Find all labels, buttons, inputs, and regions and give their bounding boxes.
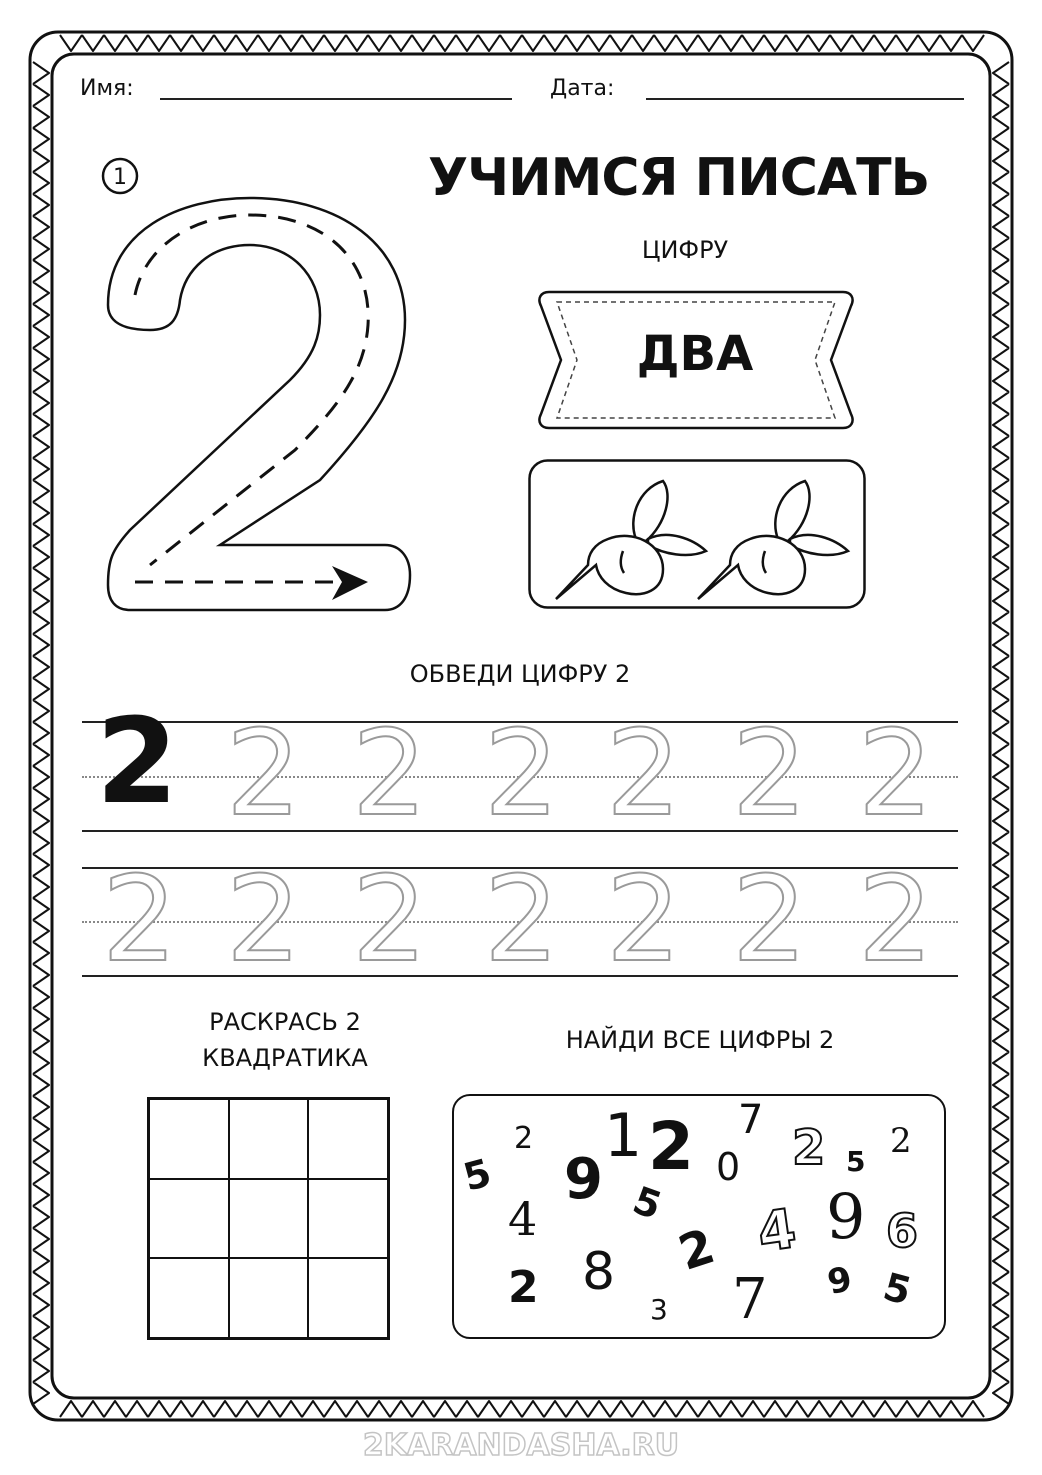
trace-digit[interactable]: 2: [226, 704, 302, 842]
scattered-digit[interactable]: 9: [826, 1180, 866, 1253]
scattered-digit[interactable]: 1: [604, 1101, 643, 1171]
trace-digit[interactable]: 2: [858, 704, 934, 842]
scattered-digit[interactable]: 5: [878, 1264, 916, 1314]
trace-digit[interactable]: 2: [606, 704, 682, 842]
trace-digit[interactable]: 2: [484, 850, 560, 988]
trace-digit[interactable]: 2: [352, 850, 428, 988]
grid-cell[interactable]: [229, 1258, 309, 1338]
grid-cell[interactable]: [149, 1258, 229, 1338]
grid-cell[interactable]: [308, 1258, 388, 1338]
trace-digit[interactable]: 2: [606, 850, 682, 988]
date-field[interactable]: [646, 98, 964, 100]
color-task-title-line1: РАСКРАСЬ 2: [209, 1008, 361, 1036]
scattered-digit[interactable]: 9: [824, 1258, 856, 1304]
scattered-digit[interactable]: 6: [886, 1204, 919, 1258]
page-title: УЧИМСЯ ПИСАТЬ: [428, 148, 930, 208]
scattered-digit[interactable]: 7: [738, 1097, 764, 1143]
trace-digit[interactable]: 2: [352, 704, 428, 842]
trace-title: ОБВЕДИ ЦИФРУ 2: [409, 660, 631, 688]
scattered-digit[interactable]: 5: [627, 1177, 668, 1229]
trace-digit[interactable]: 2: [732, 704, 808, 842]
date-label: Дата:: [550, 76, 615, 101]
grid-cell[interactable]: [229, 1099, 309, 1179]
scattered-digit[interactable]: 4: [508, 1192, 538, 1246]
scattered-digit[interactable]: 8: [582, 1242, 616, 1302]
big-digit-two: [100, 190, 420, 620]
scattered-digit[interactable]: 5: [458, 1150, 496, 1200]
picture-box: [528, 459, 866, 609]
grid-cell[interactable]: [308, 1099, 388, 1179]
scattered-digit[interactable]: 3: [650, 1293, 668, 1326]
grid-cell[interactable]: [149, 1179, 229, 1259]
trace-digit[interactable]: 2: [226, 850, 302, 988]
page-subtitle: ЦИФРУ: [641, 236, 729, 264]
number-word: ДВА: [636, 326, 754, 382]
site-watermark: 2KARANDASHA.RU: [362, 1428, 680, 1463]
scattered-digit[interactable]: 0: [716, 1145, 741, 1189]
scattered-digit[interactable]: 2: [648, 1108, 694, 1185]
scattered-digit[interactable]: 2: [792, 1120, 826, 1176]
scattered-digit[interactable]: 5: [846, 1145, 866, 1178]
scattered-digit[interactable]: 2: [508, 1262, 539, 1313]
name-field[interactable]: [160, 98, 512, 100]
name-label: Имя:: [80, 76, 134, 101]
grid-cell[interactable]: [308, 1179, 388, 1259]
color-task-title-line2: КВАДРАТИКА: [202, 1044, 368, 1072]
trace-digit[interactable]: 2: [102, 850, 178, 988]
scattered-digit[interactable]: 9: [564, 1147, 603, 1212]
trace-digit[interactable]: 2: [484, 704, 560, 842]
find-task-title: НАЙДИ ВСЕ ЦИФРЫ 2: [565, 1026, 835, 1054]
scattered-digit[interactable]: 4: [753, 1196, 800, 1265]
scattered-digit[interactable]: 7: [732, 1267, 768, 1332]
sample-digit: 2: [96, 692, 179, 830]
scattered-digit[interactable]: 2: [514, 1121, 534, 1156]
step-number: 1: [113, 165, 127, 190]
scattered-digit[interactable]: 2: [890, 1121, 912, 1161]
grid-cell[interactable]: [149, 1099, 229, 1179]
coloring-grid: [147, 1097, 390, 1340]
trace-digit[interactable]: 2: [732, 850, 808, 988]
grid-cell[interactable]: [229, 1179, 309, 1259]
scattered-digit[interactable]: 2: [672, 1218, 722, 1282]
trace-digit[interactable]: 2: [858, 850, 934, 988]
